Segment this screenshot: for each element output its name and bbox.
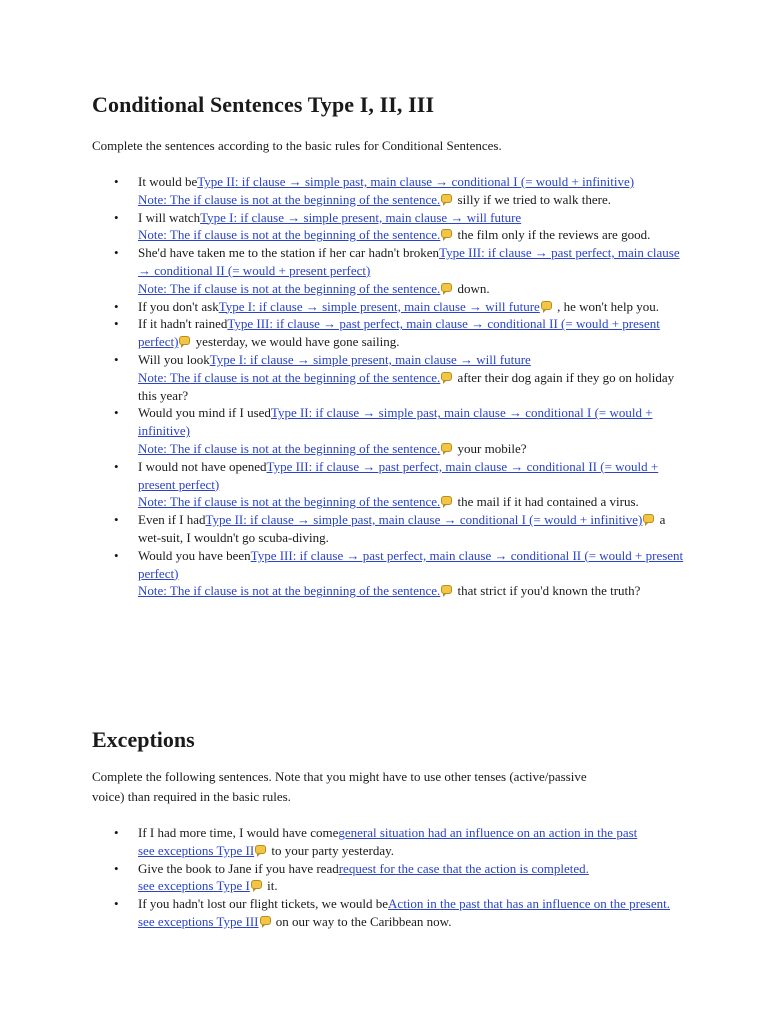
list-item xyxy=(138,351,684,404)
list-item xyxy=(138,547,684,600)
comment-icon[interactable] xyxy=(255,845,266,854)
note-link[interactable]: see exceptions Type II xyxy=(138,842,255,858)
exceptions-heading: Exceptions xyxy=(92,727,195,752)
list-item xyxy=(138,511,684,547)
sentence-start: If you hadn't lost our flight tickets, we would be xyxy=(138,896,389,912)
sentence-start: Even if I had xyxy=(138,512,206,528)
sentence-start: If it hadn't rained xyxy=(138,316,228,332)
hint-link[interactable]: Type II: if clause → simple past, main clause → conditional I (= would + infinitive) xyxy=(205,512,643,528)
comment-icon[interactable] xyxy=(541,301,552,310)
hint-link[interactable]: Type III: if clause → past perfect, main clause → conditional II (= would + present perfect) xyxy=(138,458,659,492)
comment-icon[interactable] xyxy=(441,443,452,452)
list-item xyxy=(138,173,684,209)
sentence-end: a wet-suit, I wouldn't go scuba-diving. xyxy=(138,512,666,545)
comment-icon[interactable] xyxy=(643,514,654,523)
page-title: Conditional Sentences Type I, II, III xyxy=(92,92,435,117)
sentence-start: She'd have taken me to the station if her car hadn't broken xyxy=(138,245,440,261)
comment-icon[interactable] xyxy=(441,194,452,203)
sentence-end: that strict if you'd known the truth? xyxy=(454,583,641,599)
sentence-end: to your party yesterday. xyxy=(268,842,395,858)
sentence-end: , he won't help you. xyxy=(553,298,660,314)
hint-link[interactable]: Type I: if clause → simple present, main clause → will future xyxy=(218,298,540,314)
sentence-end: it. xyxy=(263,878,278,894)
sentence-end: on our way to the Caribbean now. xyxy=(272,913,452,929)
comment-icon[interactable] xyxy=(441,585,452,594)
sentence-start: If you don't ask xyxy=(138,298,219,314)
sentence-end: the mail if it had contained a virus. xyxy=(454,494,639,510)
hint-link[interactable]: request for the case that the action is completed. xyxy=(338,860,589,876)
sentence-start: I would not have opened xyxy=(138,458,267,474)
exceptions-intro-text: Complete the following sentences. Note that you might have to use other tenses (active/passive voice) than required in the basic rules. xyxy=(92,769,587,804)
hint-link[interactable]: Type II: if clause → simple past, main clause → conditional I (= would + infinitive) xyxy=(138,405,653,439)
note-link[interactable]: Note: The if clause is not at the beginning of the sentence. xyxy=(138,583,441,599)
hint-link[interactable]: general situation had an influence on an action in the past xyxy=(338,825,638,840)
hint-link[interactable]: Type III: if clause → past perfect, main clause → conditional II (= would + present perfect) xyxy=(138,245,680,278)
exceptions-list xyxy=(92,824,684,931)
note-link[interactable]: Note: The if clause is not at the beginning of the sentence. xyxy=(138,191,441,207)
note-link[interactable]: Note: The if clause is not at the beginning of the sentence. xyxy=(138,280,441,296)
comment-icon[interactable] xyxy=(441,229,452,238)
list-item xyxy=(138,824,684,860)
list-item xyxy=(138,895,684,931)
sentence-start: Would you mind if I used xyxy=(138,405,271,421)
list-item xyxy=(138,404,684,457)
hint-link[interactable]: Type I: if clause → simple present, main clause → will future xyxy=(209,351,531,367)
sentence-start: I will watch xyxy=(138,209,201,225)
sentence-end: yesterday, we would have gone sailing. xyxy=(192,334,400,350)
sentence-start: Would you have been xyxy=(138,547,251,563)
hint-link[interactable]: Type II: if clause → simple past, main clause → conditional I (= would + infinitive) xyxy=(197,174,635,189)
note-link[interactable]: see exceptions Type III xyxy=(138,913,259,929)
sentence-end: the film only if the reviews are good. xyxy=(454,227,651,243)
list-item xyxy=(138,860,684,896)
sentence-start: Will you look xyxy=(138,351,210,367)
hint-link[interactable]: Type I: if clause → simple present, main clause → will future xyxy=(200,209,522,225)
list-item xyxy=(138,244,684,297)
list-item xyxy=(138,315,684,351)
list-item xyxy=(138,298,684,316)
sentence-start: Give the book to Jane if you have read xyxy=(138,860,339,876)
hint-link[interactable]: Action in the past that has an influence on the present. xyxy=(388,896,670,912)
sentence-start: It would be xyxy=(138,174,198,189)
intro-text: Complete the sentences according to the basic rules for Conditional Sentences. xyxy=(92,138,502,153)
note-link[interactable]: see exceptions Type I xyxy=(138,878,250,894)
note-link[interactable]: Note: The if clause is not at the beginning of the sentence. xyxy=(138,440,441,456)
hint-link[interactable]: Type III: if clause → past perfect, main clause → conditional II (= would + present perfect) xyxy=(138,547,684,581)
exercise-list xyxy=(92,173,684,600)
comment-icon[interactable] xyxy=(260,916,271,925)
comment-icon[interactable] xyxy=(441,372,452,381)
sentence-end: silly if we tried to walk there. xyxy=(454,191,611,207)
comment-icon[interactable] xyxy=(251,880,262,889)
sentence-start: If I had more time, I would have come xyxy=(138,825,339,840)
hint-link[interactable]: Type III: if clause → past perfect, main clause → conditional II (= would + present perfect) xyxy=(138,316,660,350)
list-item xyxy=(138,209,684,245)
note-link[interactable]: Note: The if clause is not at the beginning of the sentence. xyxy=(138,494,441,510)
list-item xyxy=(138,458,684,511)
sentence-end: your mobile? xyxy=(454,440,527,456)
sentence-end: down. xyxy=(454,280,490,296)
note-link[interactable]: Note: The if clause is not at the beginning of the sentence. xyxy=(138,227,441,243)
comment-icon[interactable] xyxy=(441,496,452,505)
note-link[interactable]: Note: The if clause is not at the beginning of the sentence. xyxy=(138,369,441,385)
sentence-end: after their dog again if they go on holiday this year? xyxy=(138,369,675,403)
comment-icon[interactable] xyxy=(441,283,452,292)
comment-icon[interactable] xyxy=(179,336,190,345)
